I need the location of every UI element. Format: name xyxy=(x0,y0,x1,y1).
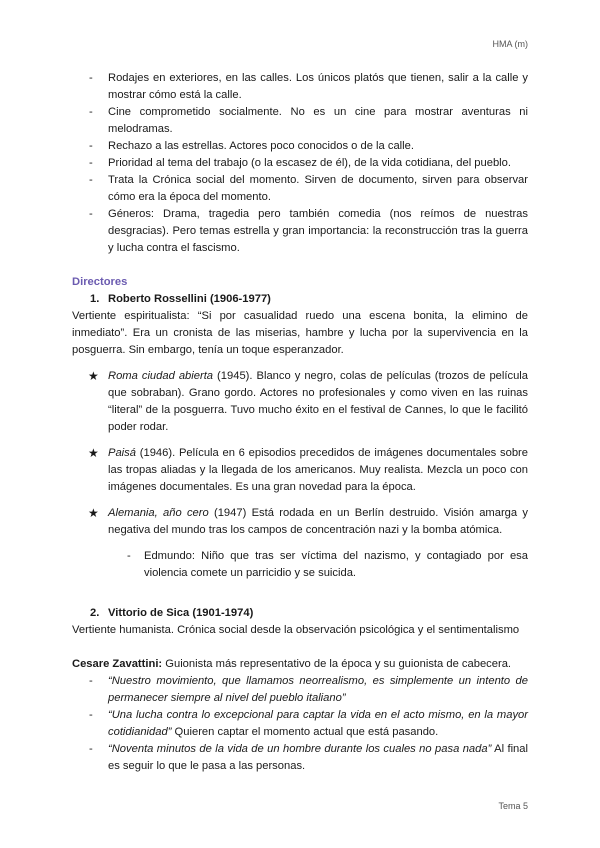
star-icon: ★ xyxy=(88,446,99,460)
sub-list-item xyxy=(72,548,528,582)
dash-marker: - xyxy=(89,140,93,152)
page-footer: Tema 5 xyxy=(498,801,528,811)
sub-list-item-text: Edmundo: Niño que tras ser víctima del nazismo, y contagiado por esa violencia comete un parricidio y se suicida. xyxy=(144,550,528,579)
film-item xyxy=(72,505,528,539)
list-item xyxy=(72,104,528,138)
list-item xyxy=(72,70,528,104)
film-title: Alemania, año cero xyxy=(108,507,209,519)
list-item-text: Géneros: Drama, tragedia pero también comedia (nos reímos de nuestras desgracias). Pero temas estrella y gran importancia: la reconstrucción tras la guerra y lucha contra el fascismo. xyxy=(108,208,528,254)
film-title: Paisá xyxy=(108,447,136,459)
page-content xyxy=(72,70,528,775)
quote-rest: Quieren captar el momento actual que está pasando. xyxy=(171,726,439,738)
dash-marker: - xyxy=(127,550,131,562)
director-name: Vittorio de Sica (1901-1974) xyxy=(108,607,254,619)
list-item xyxy=(72,707,528,741)
list-item xyxy=(72,172,528,206)
director-heading xyxy=(72,291,528,308)
list-item-text: Rechazo a las estrellas. Actores poco conocidos o de la calle. xyxy=(108,140,414,152)
list-item-text: Prioridad al tema del trabajo (o la escasez de él), de la vida cotidiana, del pueblo. xyxy=(108,157,511,169)
director-description: Vertiente espiritualista: “Si por casualidad ruedo una escena bonita, la elimino de inmediato”. Era un cronista de las miserias, hambre y lucha por la supervivencia en la posguerra. Sin embargo, tenía un toque esperanzador. xyxy=(72,310,528,356)
dash-marker: - xyxy=(89,157,93,169)
quote-text: “Una lucha contra lo excepcional para captar la vida en el acto mismo, en la mayor cotidianidad” xyxy=(108,709,528,738)
directors-heading: Directores xyxy=(72,276,128,288)
list-item xyxy=(72,206,528,257)
dash-marker: - xyxy=(89,208,93,220)
features-list xyxy=(72,70,528,257)
quote-text: “Nuestro movimiento, que llamamos neorrealismo, es simplemente un intento de permanecer siempre al nivel del pueblo italiano” xyxy=(108,675,528,704)
person-text: Guionista más representativo de la época y su guionista de cabecera. xyxy=(162,658,512,670)
list-item xyxy=(72,741,528,775)
films-list xyxy=(72,368,528,582)
list-item xyxy=(72,673,528,707)
dash-marker: - xyxy=(89,106,93,118)
page-header: HMA (m) xyxy=(492,39,528,49)
list-item-text: Cine comprometido socialmente. No es un cine para mostrar aventuras ni melodramas. xyxy=(108,106,528,135)
star-icon: ★ xyxy=(88,369,99,383)
zavattini-paragraph xyxy=(72,656,528,673)
director-name: Roberto Rossellini (1906-1977) xyxy=(108,293,271,305)
film-text: (1945). Blanco y negro, colas de películas (trozos de película que sobraban). Grano gordo. Actores no profesionales y como viven en las ruinas “literal” de la posguerra. Tuvo mucho éxito en el festival de Cannes, lo que le facilitó poder rodar. xyxy=(108,370,529,433)
film-item xyxy=(72,368,528,436)
quotes-list xyxy=(72,673,528,775)
list-item xyxy=(72,155,528,172)
film-text: (1946). Película en 6 episodios precedidos de imágenes documentales sobre las tropas aliadas y la llegada de los americanos. Muy realista. Mezcla un poco con imágenes documentales. Es una gran novedad para la época. xyxy=(108,447,528,493)
person-name: Cesare Zavattini: xyxy=(72,658,163,670)
dash-marker: - xyxy=(89,174,93,186)
star-icon: ★ xyxy=(88,506,99,520)
quote-rest: Al final es seguir lo que le pasa a las personas. xyxy=(108,743,528,772)
dash-marker: - xyxy=(89,743,93,755)
director-number: 2. xyxy=(90,607,100,619)
director-number: 1. xyxy=(90,293,100,305)
director-description: Vertiente humanista. Crónica social desde la observación psicológica y el sentimentalismo xyxy=(72,624,520,636)
dash-marker: - xyxy=(89,675,93,687)
list-item-text: Trata la Crónica social del momento. Sirven de documento, sirven para observar cómo era la época del momento. xyxy=(108,174,528,203)
list-item-text: Rodajes en exteriores, en las calles. Los únicos platós que tienen, salir a la calle y mostrar cómo está la calle. xyxy=(108,72,528,101)
film-text: (1947) Está rodada en un Berlín destruido. Visión amarga y negativa del mundo tras los campos de concentración nazi y la bomba atómica. xyxy=(108,507,528,536)
film-title: Roma ciudad abierta xyxy=(108,370,214,382)
dash-marker: - xyxy=(89,72,93,84)
film-item xyxy=(72,445,528,496)
dash-marker: - xyxy=(89,709,93,721)
list-item xyxy=(72,138,528,155)
quote-text: “Noventa minutos de la vida de un hombre durante los cuales no pasa nada” xyxy=(108,743,492,755)
director-heading xyxy=(72,605,528,622)
